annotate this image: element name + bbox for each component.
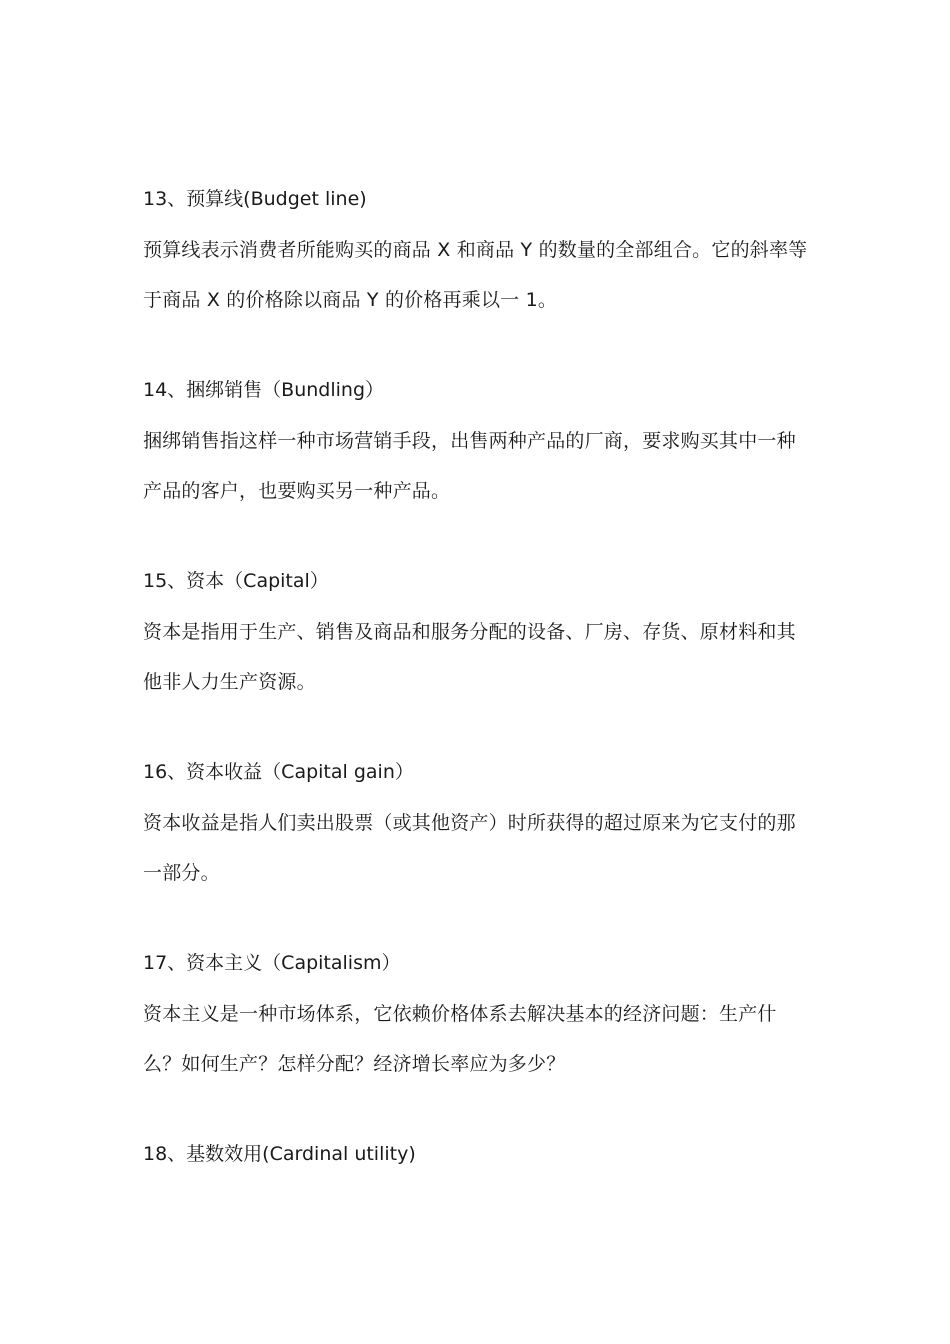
glossary-entry-16 bbox=[143, 756, 813, 898]
glossary-entry-13 bbox=[143, 183, 813, 325]
glossary-body bbox=[143, 183, 813, 1188]
term-definition: 资本收益是指人们卖出股票（或其他资产）时所获得的超过原来为它支付的那一部分。 bbox=[143, 812, 796, 884]
glossary-entry-17 bbox=[143, 947, 813, 1089]
term-definition: 资本是指用于生产、销售及商品和服务分配的设备、厂房、存货、原材料和其他非人力生产资源。 bbox=[143, 621, 796, 693]
term-definition: 资本主义是一种市场体系，它依赖价格体系去解决基本的经济问题：生产什么？如何生产？怎样分配？经济增长率应为多少？ bbox=[143, 1003, 777, 1075]
glossary-entry-18 bbox=[143, 1138, 813, 1171]
term-heading: 15、资本（Capital） bbox=[143, 570, 329, 592]
term-heading: 14、捆绑销售（Bundling） bbox=[143, 379, 385, 401]
term-heading: 13、预算线(Budget line) bbox=[143, 188, 367, 210]
glossary-entry-15 bbox=[143, 565, 813, 707]
term-heading: 18、基数效用(Cardinal utility) bbox=[143, 1143, 416, 1165]
term-definition: 预算线表示消费者所能购买的商品 X 和商品 Y 的数量的全部组合。它的斜率等于商品 X 的价格除以商品 Y 的价格再乘以一 1。 bbox=[143, 239, 808, 311]
term-heading: 16、资本收益（Capital gain） bbox=[143, 761, 414, 783]
glossary-entry-14 bbox=[143, 374, 813, 516]
term-definition: 捆绑销售指这样一种市场营销手段，出售两种产品的厂商，要求购买其中一种产品的客户，也要购买另一种产品。 bbox=[143, 430, 796, 502]
term-heading: 17、资本主义（Capitalism） bbox=[143, 952, 401, 974]
